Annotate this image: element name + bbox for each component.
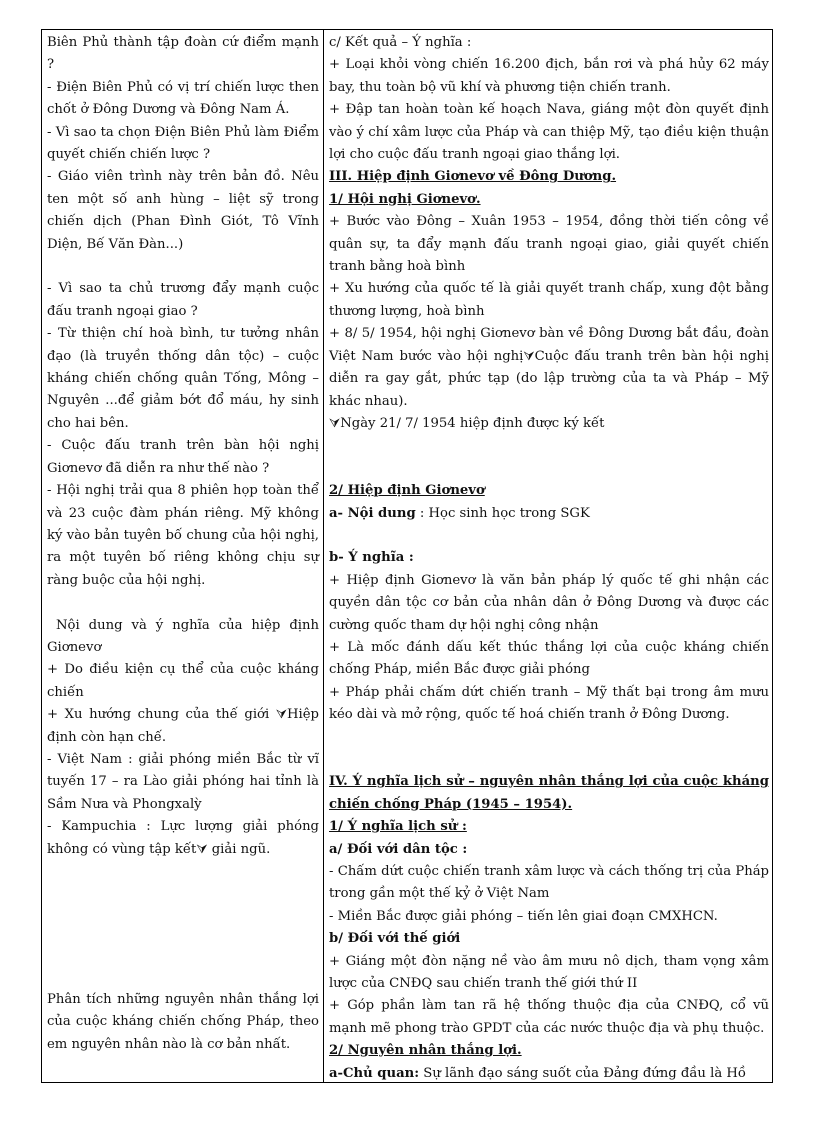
answer-text: - Điện Biên Phủ có vị trí chiến lược then chốt ở Đông Dương và Đông Nam Á. <box>47 79 319 118</box>
content-text: : Học sinh học trong SGK <box>415 505 590 521</box>
section-heading: III. Hiệp định Giơnevơ về Đông Dương. <box>329 169 617 185</box>
question-text: Nội dung và ý nghĩa của hiệp định Giơnevơ <box>47 617 324 655</box>
question-text: Phân tích những nguyên nhân thắng lợi của cuộc kháng chiến chống Pháp, theo em nguyên nhân nào là cơ bản nhất. <box>47 992 319 1052</box>
content-text: + Đập tan hoàn toàn kế hoạch Nava, giáng một đòn quyết định vào ý chí xâm lược của Pháp và can thiệp Mỹ, tạo điều kiện thuận lợi cho cuộc đấu tranh ngoại giao thắng lợi. <box>329 102 769 163</box>
content-text: + Xu hướng của quốc tế là giải quyết tranh chấp, xung đột bằng thương lượng, hoà bình <box>329 281 769 319</box>
answer-text: + Xu hướng chung của thế giới ⮛Hiệp định còn hạn chế. <box>47 707 319 745</box>
subsection-heading: 1/ Hội nghị Giơnevơ. <box>329 191 481 207</box>
content-label: a-Chủ quan: <box>329 1065 420 1081</box>
question-text: - Cuộc đấu tranh trên bàn hội nghị Giơnevơ đã diễn ra như thế nào ? <box>47 438 319 476</box>
answer-text: - Việt Nam : giải phóng miền Bắc từ vĩ tuyến 17 – ra Lào giải phóng hai tỉnh là Sầm Nưa và Phongxalỳ <box>47 751 319 812</box>
content-text: + Giáng một đòn nặng nề vào âm mưu nô dịch, tham vọng xâm lược của CNĐQ sau chiến tranh thế giới thứ II <box>329 953 769 992</box>
lesson-table <box>41 29 773 1083</box>
content-text: + 8/ 5/ 1954, hội nghị Giơnevơ bàn về Đông Dương bắt đầu, đoàn Việt Nam bước vào hội nghị⮛Cuộc đấu tranh trên bàn hội nghị diễn ra gay gắt, phức tạp (do lập trường của ta và Pháp – Mỹ khác nhau). <box>329 326 769 409</box>
subsection-heading: b- Ý nghĩa : <box>329 550 414 566</box>
content-text: + Là mốc đánh dấu kết thúc thắng lợi của cuộc kháng chiến chống Pháp, miền Bắc được giải phóng <box>329 639 769 678</box>
section-heading: IV. Ý nghĩa lịch sử – nguyên nhân thắng lợi của cuộc kháng chiến chống Pháp (1945 – 1954). <box>329 774 769 812</box>
answer-text: + Do điều kiện cụ thể của cuộc kháng chiến <box>47 662 319 700</box>
content-line <box>329 1063 769 1085</box>
instruction-text: - Giáo viên trình này trên bản đồ. Nêu ten một số anh hùng – liệt sỹ trong chiến dịch (Phan Đình Giót, Tô Vĩnh Diện, Bế Văn Đàn...) <box>47 169 319 252</box>
question-text: - Vì sao ta chọn Điện Biên Phủ làm Điểm quyết chiến chiến lược ? <box>47 124 319 163</box>
content-text: + Pháp phải chấm dứt chiến tranh – Mỹ thất bại trong âm mưu kéo dài và mở rộng, quốc tế hoá chiến tranh ở Đông Dương. <box>329 684 769 723</box>
content-text: Sự lãnh đạo sáng suốt của Đảng đứng đầu là Hồ <box>419 1065 746 1081</box>
subsection-heading: 1/ Ý nghĩa lịch sử : <box>329 819 467 835</box>
question-text: - Vì sao ta chủ trương đẩy mạnh cuộc đấu tranh ngoại giao ? <box>47 281 319 319</box>
content-label: a- Nội dung <box>329 505 416 521</box>
content-text: + Hiệp định Giơnevơ là văn bản pháp lý quốc tế ghi nhận các quyền dân tộc cơ bản của nhân dân ở Đông Dương và được các cường quốc tham dự hội nghị công nhận <box>329 572 769 633</box>
lesson-content-column <box>329 32 769 1082</box>
content-text: ⮛Ngày 21/ 7/ 1954 hiệp định được ký kết <box>329 415 605 431</box>
teacher-activity-column <box>47 32 324 1082</box>
subsection-heading: c/ Kết quả – Ý nghĩa : <box>329 35 472 50</box>
question-text: Biên Phủ thành tập đoàn cứ điểm mạnh ? <box>47 35 319 73</box>
spacer <box>47 256 319 278</box>
column-divider <box>323 30 324 1082</box>
answer-text: - Kampuchia : Lực lượng giải phóng không có vùng tập kết⮛ giải ngũ. <box>47 819 319 857</box>
subsection-heading: 2/ Nguyên nhân thắng lợi. <box>329 1043 522 1059</box>
spacer <box>329 727 769 772</box>
content-text: + Góp phần làm tan rã hệ thống thuộc địa của CNĐQ, cổ vũ mạnh mẽ phong trào GPDT của các nước thuộc địa và phụ thuộc. <box>329 998 769 1036</box>
subsection-heading: a/ Đối với dân tộc : <box>329 841 468 857</box>
spacer <box>47 861 319 989</box>
content-text: - Chấm dứt cuộc chiến tranh xâm lược và cách thống trị của Pháp trong gần một thế kỷ ở Việt Nam <box>329 863 769 902</box>
content-line <box>329 503 769 525</box>
content-text: + Bước vào Đông – Xuân 1953 – 1954, đồng thời tiến công về quân sự, ta đẩy mạnh đấu tranh ngoại giao, giải quyết chiến tranh bằng hoà bình <box>329 214 769 275</box>
subsection-heading: b/ Đối với thế giới <box>329 931 461 947</box>
subsection-heading: 2/ Hiệp định Giơnevơ <box>329 483 485 499</box>
answer-text: - Hội nghị trải qua 8 phiên họp toàn thể và 23 cuộc đàm phán riêng. Mỹ không ký vào bản tuyên bố chung của hội nghị, ra một tuyên bố riêng không chịu sự ràng buộc của hội nghị. <box>47 483 319 588</box>
answer-text: - Từ thiện chí hoà bình, tư tưởng nhân đạo (là truyền thống dân tộc) – cuộc kháng chiến chống quân Tống, Mông – Nguyên ...để giảm bớt đổ máu, hy sinh cho hai bên. <box>47 326 319 431</box>
spacer <box>329 525 769 547</box>
spacer <box>47 592 319 614</box>
content-text: - Miền Bắc được giải phóng – tiến lên giai đoạn CMXHCN. <box>329 908 718 924</box>
content-text: + Loại khỏi vòng chiến 16.200 địch, bắn rơi và phá hủy 62 máy bay, thu toàn bộ vũ khí và phương tiện chiến tranh. <box>329 57 769 95</box>
spacer <box>329 435 769 480</box>
